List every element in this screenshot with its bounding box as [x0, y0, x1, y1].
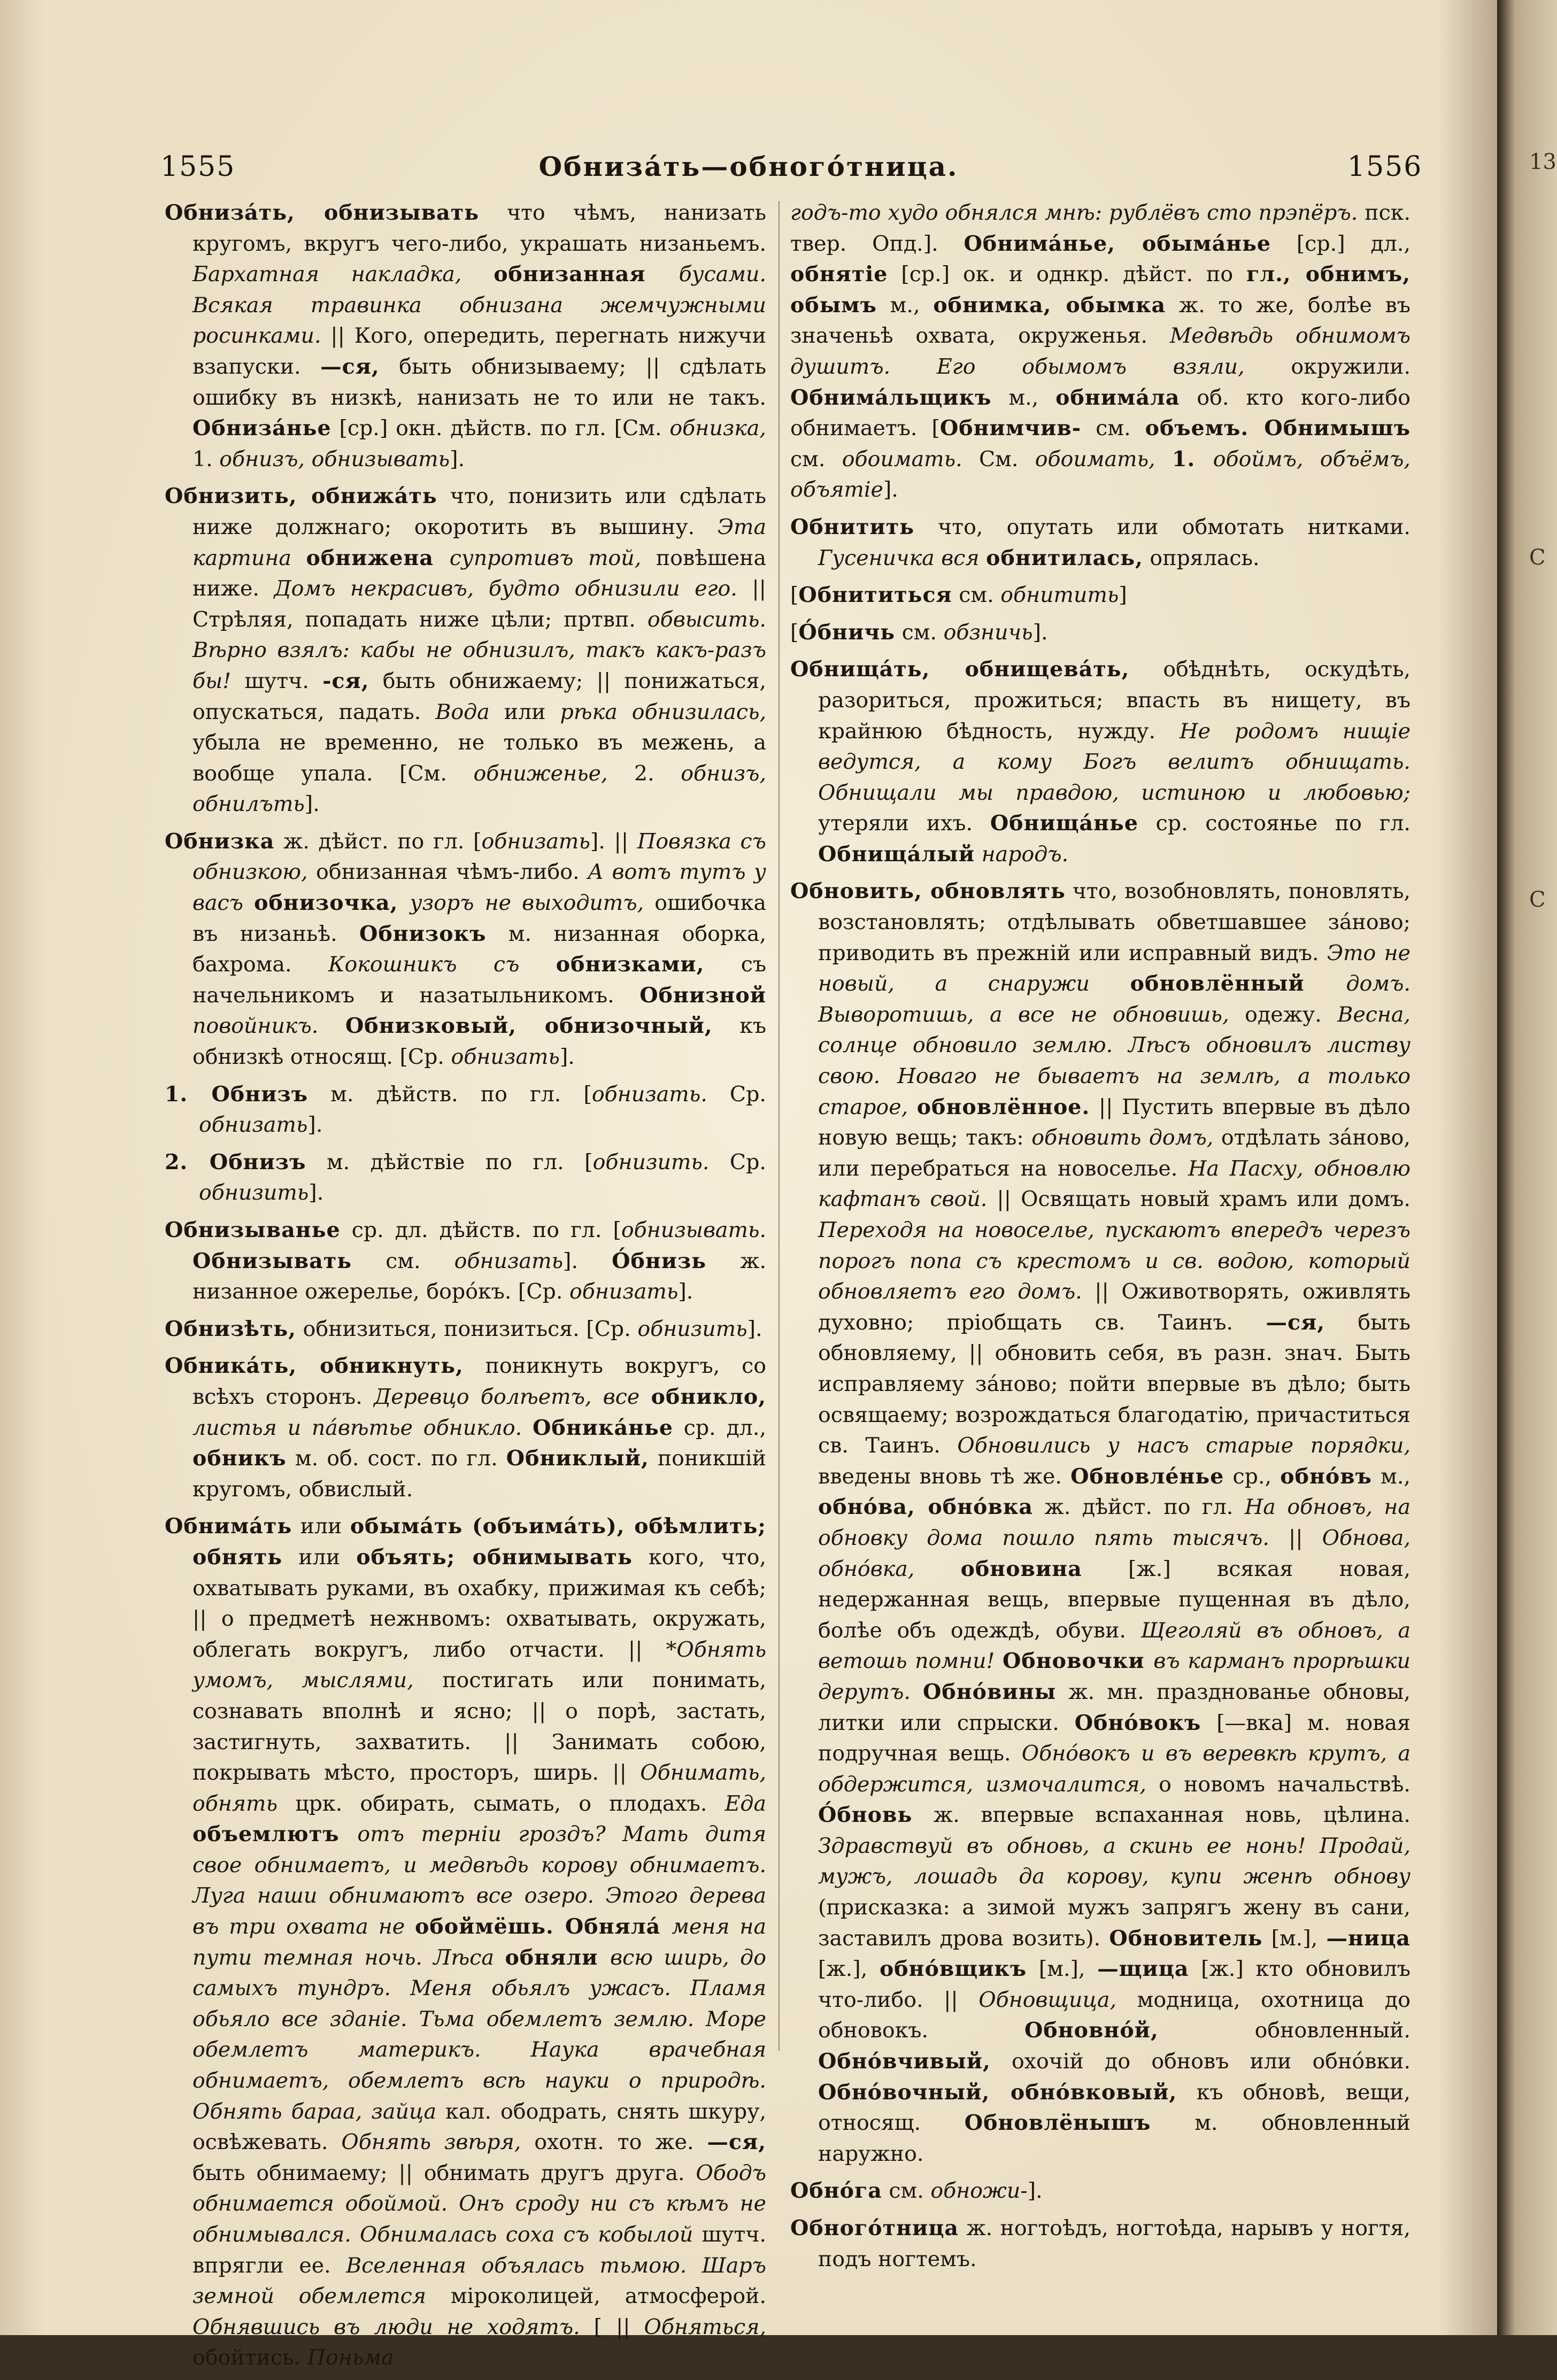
definition-text: утеряли ихъ.: [818, 811, 990, 836]
headword: Обнимáльщикъ: [790, 385, 992, 410]
definition-text: опрялась.: [1143, 545, 1260, 570]
headword: Обнимчив-: [939, 416, 1082, 441]
headword: —щица: [1097, 1957, 1189, 1982]
definition-text: [914, 1557, 960, 1581]
headword: Обнищáлый: [818, 841, 975, 867]
definition-text: поникнуть вокругъ, со всѣхъ сторонъ.: [192, 1354, 767, 1409]
example-text: обнизать: [481, 829, 590, 854]
example-text: Бархатная накладка,: [192, 262, 494, 287]
dictionary-entry: [165, 1511, 766, 2374]
definition-text: или: [292, 1514, 350, 1539]
definition-text: ||: [1269, 1525, 1322, 1550]
definition-text: [ср.] дл.,: [1271, 231, 1410, 256]
example-text: обоймъ, объёмъ, объятіе: [790, 446, 1410, 503]
definition-text: || Кого, опередить, перегнать нижучи взапуски.: [192, 323, 766, 379]
dictionary-entry: [790, 2213, 1410, 2275]
headword: Обновлёнышъ: [964, 2111, 1151, 2136]
dictionary-entry: [165, 1147, 766, 1209]
definition-text: ж. то же, болѣе въ значеньѣ охвата, окруженья.: [790, 292, 1411, 349]
example-text: отъ терніи гроздъ? Мать дитя свое обнимаетъ, и медвѣдь корову обнимаетъ. Луга наши обнимаютъ все озеро. Этого дерева въ три охвата не: [192, 1822, 766, 1939]
headword: Обникáнье: [533, 1415, 673, 1440]
definition-text: ж. дѣйст. по гл. [: [274, 829, 482, 854]
headword: Обногóтница: [790, 2216, 959, 2240]
definition-text: об. кто кого-либо обнимаетъ. [: [790, 385, 1410, 441]
definition-text: пск. твер. Опд.].: [790, 200, 1410, 256]
dictionary-entry: [790, 876, 1410, 2169]
example-text: Кокошникъ съ: [328, 952, 556, 977]
example-text: обнизить: [199, 1180, 309, 1206]
definition-text: что, опутать или обмотать нитками.: [914, 514, 1410, 539]
example-text: Обнимать, обнять: [192, 1760, 766, 1816]
headword: —ся,: [707, 2130, 767, 2155]
headword: Обнизáнье: [192, 416, 332, 441]
definition-text: [ ||: [580, 2314, 644, 2339]
definition-text: ].: [450, 446, 465, 472]
example-text: узоръ не выходитъ,: [410, 891, 644, 916]
definition-text: м. обновленный наружно.: [818, 2111, 1410, 2166]
example-text: обниженье,: [473, 761, 635, 786]
definition-text: модница, охотница до обновокъ.: [818, 1987, 1410, 2043]
dictionary-entry: [165, 481, 766, 820]
example-text: меня на пути темная ночь. Лѣса: [192, 1914, 766, 1970]
definition-text: црк. обирать, сымать, о плодахъ.: [278, 1791, 725, 1816]
definition-text: ср. дл. дѣйств. по гл. [: [340, 1218, 621, 1242]
definition-text: 1.: [192, 446, 220, 472]
definition-text: [522, 1416, 533, 1440]
definition-text: повѣшена ниже.: [192, 545, 766, 601]
example-text: Не родомъ нищіе ведутся, а кому Богъ велитъ обнищать. Обнищали мы правдою, истиною и любовью;: [818, 718, 1410, 805]
example-text: обвысить. Вѣрно взялъ: кабы не обнизилъ, такъ какъ-разъ бы!: [192, 607, 766, 693]
example-text: Обняться,: [644, 2314, 766, 2339]
headword: Обнóвины: [923, 1679, 1057, 1704]
definition-text: міроколицей, атмосферой.: [426, 2284, 766, 2309]
example-text: Здравствуй въ обновь, а скинь ее нонь! Продай, мужъ, лошадь да корову, купи женѣ обнову: [818, 1833, 1410, 1889]
headword: О́бнизь: [612, 1248, 707, 1273]
headword: —ся,: [1266, 1310, 1325, 1335]
definition-text: къ обновѣ, вещи, относящ.: [818, 2080, 1410, 2136]
definition-text: ].: [563, 1248, 612, 1273]
example-text: Переходя на новоселье, пускаютъ впередъ черезъ порогъ попа съ крестомъ и св. водою, который обновляетъ его домъ.: [818, 1218, 1410, 1304]
headword: Обнóвокъ: [1074, 1710, 1201, 1735]
headword: обнизками,: [556, 952, 705, 977]
headword: объять; обнимывать: [356, 1544, 633, 1570]
definition-text: или: [489, 699, 560, 724]
definition-text: [ж.],: [818, 1957, 880, 1982]
example-text: домъ. Выворотишь, а все не обновишь,: [818, 971, 1410, 1027]
definition-text: см.: [895, 620, 944, 645]
example-text: Обнять звѣря,: [341, 2130, 521, 2155]
headword: Обнизка: [165, 829, 275, 854]
definition-text: къ обнизкѣ относящ. [Ср.: [192, 1014, 767, 1070]
example-text: Обнявшись въ люди не ходятъ.: [192, 2314, 580, 2339]
definition-text: Ср.: [707, 1081, 766, 1107]
headword: Обнóга: [790, 2178, 882, 2204]
headword: обымáть (объимáть), обѣмлить;: [350, 1514, 766, 1539]
headword: -ся,: [322, 668, 369, 693]
definition-text: м. об. сост. по гл.: [286, 1446, 506, 1471]
definition-text: м.,: [1371, 1464, 1410, 1489]
headword: 1. Обнизъ: [165, 1081, 308, 1107]
headword: Обнизывать: [192, 1248, 352, 1273]
example-text: обножи-: [930, 2178, 1028, 2204]
left-column: [165, 198, 766, 2380]
headword: обняли: [505, 1945, 611, 1970]
definition-text: см.: [1081, 416, 1145, 441]
page-title: Обнизáть—обногóтница.: [538, 151, 959, 182]
headword: Обнититься: [798, 583, 952, 608]
headword: обнять: [192, 1544, 283, 1570]
headword: обникло,: [651, 1384, 766, 1409]
headword: обнимка, обымка: [933, 292, 1166, 318]
dictionary-entry: [790, 580, 1410, 611]
definition-text: ].: [559, 1045, 575, 1070]
headword: Обновитель: [1109, 1926, 1263, 1951]
example-text: Вода: [435, 699, 490, 724]
example-text: Обнóвокъ и въ веревкѣ крутъ, а обдержится, измочалится,: [818, 1741, 1410, 1797]
headword: обнижена: [306, 545, 450, 570]
example-text: обнизъ, обнилъть: [192, 761, 767, 817]
example-text: обоимать.: [842, 446, 962, 472]
definition-text: см.: [352, 1248, 454, 1273]
definition-text: [911, 1680, 923, 1704]
example-text: листья и пáвѣтье обникло.: [192, 1415, 522, 1440]
definition-text: что, понизить или сдѣлать ниже должнаго; окоротить въ вышину.: [192, 484, 767, 539]
example-text: обнизить: [637, 1316, 747, 1341]
definition-text: или: [282, 1544, 357, 1570]
example-text: Это не новый, а снаружи: [818, 940, 1410, 996]
example-text: Вселенная объялась тьмою. Шаръ земной обемлется: [192, 2253, 766, 2309]
example-text: обнизать: [451, 1045, 560, 1070]
definition-text: Ср.: [709, 1149, 766, 1174]
definition-text: м. дѣйств. по гл. [: [308, 1081, 592, 1107]
headword: объемлютъ: [192, 1822, 358, 1847]
definition-text: [ж.] кто обновилъ что-либо. ||: [818, 1957, 1410, 2012]
example-text: Гусеничка вся: [818, 545, 986, 570]
headword: обнизанная: [494, 262, 679, 287]
dictionary-entry: [790, 2176, 1410, 2207]
headword: Обнитить: [790, 514, 915, 539]
example-text: бусами. Всякая травинка обнизана жемчужными росинками.: [192, 262, 767, 349]
example-text: Домъ некрасивъ, будто обнизили его.: [274, 576, 737, 601]
headword: обнятіе: [790, 262, 888, 287]
definition-text: см.: [790, 446, 842, 472]
definition-text: || Освящать новый храмъ или домъ.: [987, 1187, 1410, 1212]
headword: Обнищáть, обнищевáть,: [790, 657, 1130, 682]
definition-text: м.,: [991, 385, 1056, 410]
headword: обнитилась,: [986, 545, 1143, 570]
headword: —ница: [1326, 1926, 1410, 1951]
headword: обнизочка,: [254, 891, 410, 916]
definition-text: кал. ободрать, снять шкуру, освѣжевать.: [192, 2099, 767, 2155]
definition-text: обнизиться, понизиться. [Ср.: [296, 1316, 638, 1341]
definition-text: ж. впервые вспаханная новь, цѣлина.: [912, 1803, 1410, 1828]
definition-text: ].: [1027, 2178, 1043, 2204]
headword: обнимáла: [1055, 385, 1180, 410]
headword: О́бничь: [798, 620, 896, 645]
definition-text: убыла не временно, не только въ межень, а вообще упала. [См.: [192, 730, 766, 786]
definition-text: обѣднѣть, оскудѣть, разориться, прожиться; впасть въ нищету, въ крайнюю бѣдность, нужду.: [818, 657, 1410, 744]
example-text: Деревцо болѣетъ, все: [374, 1384, 651, 1409]
headword: обоймёшь. Обнялá: [415, 1914, 672, 1939]
definition-text: см.: [952, 583, 1001, 608]
definition-text: обойтись.: [192, 2345, 307, 2370]
definition-text: ].: [307, 1112, 323, 1138]
definition-text: || Стрѣляя, попадать ниже цѣли; пртвп.: [192, 576, 766, 632]
definition-text: шутч. впрягли ее.: [192, 2222, 767, 2278]
definition-text: м. дѣйствіе по гл. [: [306, 1149, 593, 1174]
example-text: А вотъ тутъ у васъ: [192, 860, 766, 916]
definition-text: [: [790, 583, 799, 608]
headword: обнóва, обнóвка: [818, 1495, 1033, 1520]
definition-text: ].: [883, 477, 898, 503]
example-text: Обновились у насъ старые порядки,: [957, 1433, 1410, 1458]
definition-text: ]. ||: [590, 829, 637, 854]
definition-text: ошибочка въ низаньѣ.: [192, 891, 767, 946]
headword: Обнизить, обнижáть: [165, 484, 437, 509]
definition-text: отдѣлать зáново, или перебраться на новоселье.: [818, 1125, 1410, 1181]
definition-text: [: [790, 620, 799, 645]
headword: гл., обнимъ, обымъ: [790, 262, 1411, 318]
definition-text: 2.: [634, 761, 681, 786]
headword: обнóвъ: [1280, 1464, 1372, 1489]
dictionary-entry: [165, 198, 766, 475]
headword: объемъ.: [1145, 416, 1265, 441]
example-text: обнизить.: [592, 1149, 710, 1174]
headword: Обнизыванье: [165, 1218, 341, 1242]
example-text: годъ-то худо обнялся мнѣ: рублёвъ сто прэпёръ.: [790, 200, 1358, 225]
definition-text: См.: [962, 446, 1035, 472]
example-text: всю ширь, до самыхъ тундръ. Меня обьялъ ужасъ. Пламя обьяло все зданіе. Тьма обемлетъ землю. Море обемлетъ материкъ. Наука врачебная обнимаетъ, обемлетъ всѣ науки о природѣ. Обнять бараа, зайца: [192, 1945, 766, 2124]
definition-text: ж. дѣйст. по гл.: [1032, 1495, 1245, 1520]
definition-text: ].: [747, 1316, 762, 1341]
headword: Обникáть, обникнуть,: [165, 1354, 464, 1379]
definition-text: одежу.: [1229, 1002, 1338, 1027]
definition-text: [ср.] окн. дѣйств. по гл. [См.: [331, 416, 670, 441]
headword: Обнизковый, обнизочный,: [345, 1014, 713, 1039]
definition-text: м.,: [876, 292, 934, 318]
adjacent-page-mark: 13: [1529, 150, 1556, 174]
headword: Обновочки: [1003, 1649, 1154, 1674]
definition-text: окружили.: [1244, 354, 1410, 379]
definition-text: что чѣмъ, нанизать кругомъ, вкругъ чего-либо, украшать низаньемъ.: [192, 200, 766, 256]
dictionary-entry: [165, 826, 766, 1073]
example-text: обнитить: [1000, 583, 1119, 608]
running-header: [0, 151, 1497, 183]
headword: —ся,: [320, 354, 380, 379]
definition-text: ср. состоянье по гл.: [1138, 811, 1410, 836]
definition-text: ].: [309, 1180, 324, 1206]
headword: Обнизѣть,: [165, 1316, 296, 1341]
example-text: Ободъ обнимается обоймой. Онъ сроду ни съ кѣмъ не обнимывался. Обнималась соха съ кобылой: [192, 2160, 766, 2247]
definition-text: ].: [1032, 620, 1048, 645]
headword: О́бновь: [818, 1803, 913, 1828]
example-text: повойникъ.: [192, 1014, 345, 1039]
headword: обникъ: [192, 1446, 287, 1471]
definition-text: что, возобновлять, поновлять, возстановлять; отдѣлывать обветшавшее зáново; приводить въ прежній или исправный видъ.: [818, 879, 1410, 965]
definition-text: поникшій кругомъ, обвислый.: [192, 1446, 766, 1502]
page-number-left: 1555: [160, 151, 236, 183]
example-text: Эта картина: [192, 514, 766, 570]
definition-text: охотн. то же.: [521, 2130, 707, 2155]
example-text: обзничь: [943, 620, 1033, 645]
headword: Обновлéнье: [1070, 1464, 1224, 1489]
example-text: Обновщица,: [978, 1987, 1117, 2012]
dictionary-entry: [165, 1215, 766, 1308]
definition-text: ср. дл.,: [673, 1415, 767, 1440]
dictionary-entry: [165, 1314, 766, 1345]
headword: обновлённый: [1130, 971, 1346, 996]
headword: Обновнóй,: [1024, 2018, 1159, 2043]
example-text: обоимать,: [1035, 446, 1172, 472]
definition-text: || Оживотворять, оживлять духовно; пріобщать св. Таинъ.: [818, 1279, 1410, 1335]
headword: Обнóвчивый,: [818, 2049, 991, 2074]
example-text: обновить домъ,: [1031, 1125, 1214, 1150]
definition-text: обнизанная чѣмъ-либо.: [307, 860, 588, 885]
example-text: въ карманъ прорѣшки дерутъ.: [818, 1649, 1410, 1704]
definition-text: быть обнижаему; || понижаться, опускаться, падать.: [192, 668, 766, 724]
headword: 1.: [1171, 446, 1213, 472]
example-text: На Пасху, обновлю кафтанъ свой.: [818, 1156, 1410, 1212]
example-text: Обнять умомъ, мыслями,: [192, 1637, 766, 1693]
definition-text: ж. низанное ожерелье, борóкъ. [Ср.: [192, 1248, 766, 1304]
definition-text: ].: [678, 1279, 693, 1304]
dictionary-entry: [165, 1351, 766, 1505]
headword: Обнóвочный, обнóвковый,: [818, 2080, 1177, 2105]
headword: обновлённое.: [916, 1094, 1090, 1119]
definition-text: охочій до обновъ или обнóвки.: [990, 2049, 1410, 2074]
definition-text: съ начельникомъ и назатыльникомъ.: [192, 952, 767, 1008]
definition-text: ж. ногтоѣдъ, ногтоѣда, нарывъ у ногтя, подъ ногтемъ.: [818, 2216, 1410, 2271]
example-text: На обновъ, на обновку дома пошло пять тысячъ.: [818, 1495, 1410, 1550]
adjacent-page-mark: С: [1529, 545, 1546, 570]
headword: обновина: [960, 1556, 1082, 1581]
definition-text: [м.],: [1262, 1926, 1327, 1951]
example-text: обнизъ, обнизывать: [219, 446, 450, 472]
example-text: Повязка съ обнизкою,: [192, 829, 766, 885]
headword: обнóвщикъ: [879, 1957, 1027, 1982]
definition-text: быть обнизываему; || сдѣлать ошибку въ низкѣ, нанизать не то или не такъ.: [192, 354, 766, 410]
headword: Обнизокъ: [359, 921, 487, 946]
definition-text: см.: [882, 2178, 931, 2204]
definition-text: кого, что, охватывать руками, въ охабку, прижимая къ себѣ; || о предметѣ нежнвомъ: охватывать, окружать, облегать вокругъ, либо отчасти. || *: [192, 1544, 766, 1662]
headword: Обновить, обновлять: [790, 879, 1066, 904]
definition-text: [—вка] м. новая подручная вещь.: [818, 1710, 1410, 1766]
dictionary-entry: [790, 198, 1410, 506]
example-text: обнизать: [569, 1279, 679, 1304]
right-column: [790, 198, 1410, 2281]
example-text: обнизка,: [669, 416, 766, 441]
definition-text: о новомъ начальствѣ.: [1146, 1772, 1410, 1797]
definition-text: [ср.] ок. и однкр. дѣйст. по: [888, 262, 1247, 287]
example-text: Весна, солнце обновило землю. Лѣсъ обновилъ листву свою. Новаго не бываетъ на землѣ, а только старое,: [818, 1002, 1410, 1119]
example-text: Поньма: [307, 2345, 394, 2370]
example-text: Обнова, обнóвка,: [818, 1525, 1410, 1581]
definition-text: ]: [1119, 583, 1127, 608]
definition-text: обновленный.: [1158, 2018, 1410, 2043]
definition-text: [м.],: [1027, 1957, 1098, 1982]
headword: Обнимышъ: [1264, 416, 1410, 441]
dictionary-entry: [165, 1079, 766, 1141]
definition-text: быть обнимаему; || обнимать другъ друга.: [192, 2160, 696, 2185]
dictionary-entry: [790, 654, 1410, 870]
example-text: обнизать: [454, 1248, 564, 1273]
example-text: обнизывать.: [621, 1218, 766, 1242]
headword: Обнимáть: [165, 1514, 292, 1539]
dictionary-entry: [790, 617, 1410, 648]
definition-text: быть обновляему, || обновить себя, въ разн. знач. Быть исправляему зáново; пойти впервые въ дѣло; быть освящаему; возрождаться благодатію, причаститься св. Таинъ.: [818, 1310, 1410, 1458]
definition-text: [ж.] всякая новая, недержанная вещь, впервые пущенная въ дѣло, болѣе объ одеждѣ, обуви.: [818, 1556, 1411, 1643]
definition-text: введены вновь тѣ же.: [818, 1464, 1071, 1489]
example-text: народъ.: [975, 841, 1069, 867]
column-divider: [778, 201, 780, 2051]
definition-text: [995, 1649, 1003, 1673]
definition-text: м. низанная оборка, бахрома.: [192, 921, 766, 977]
headword: Обнищáнье: [990, 811, 1138, 836]
example-text: Медвѣдь обнимомъ душитъ. Его обымомъ взяли,: [790, 323, 1410, 379]
dictionary-entry: [790, 512, 1410, 574]
example-text: супротивъ той,: [449, 545, 642, 570]
definition-text: ж. мн. празднованье обновы, литки или спрыски.: [818, 1679, 1410, 1735]
definition-text: ].: [304, 792, 320, 817]
headword: Обнизной: [639, 983, 766, 1008]
headword: Обнимáнье, обымáнье: [964, 231, 1271, 256]
headword: 2. Обнизъ: [165, 1149, 306, 1174]
page-number-right: 1556: [1347, 151, 1423, 183]
definition-text: || Пустить впервые въ дѣло новую вещь; такъ:: [818, 1094, 1410, 1150]
example-text: рѣка обнизилась,: [560, 699, 767, 724]
example-text: Щеголяй въ обновъ, а ветошь помни!: [818, 1618, 1410, 1674]
definition-text: шутч.: [231, 668, 323, 693]
headword: Обниклый,: [506, 1446, 649, 1471]
headword: Обнизáть, обнизывать: [165, 200, 479, 225]
definition-text: постигать или понимать, сознавать вполнѣ и ясно; || о порѣ, застать, застигнуть, захватить. || Занимать собою, покрывать мѣсто, просторъ, ширь. ||: [192, 1668, 766, 1786]
example-text: обнизать: [199, 1112, 308, 1138]
adjacent-page-mark: С: [1529, 887, 1546, 912]
adjacent-page-edge: [1497, 0, 1557, 2335]
definition-text: (присказка: а зимой мужъ запрягъ жену въ сани, заставилъ дрова возить).: [818, 1895, 1410, 1951]
example-text: Еда: [724, 1791, 766, 1816]
definition-text: ср.,: [1224, 1464, 1281, 1489]
example-text: обнизать.: [591, 1081, 707, 1107]
